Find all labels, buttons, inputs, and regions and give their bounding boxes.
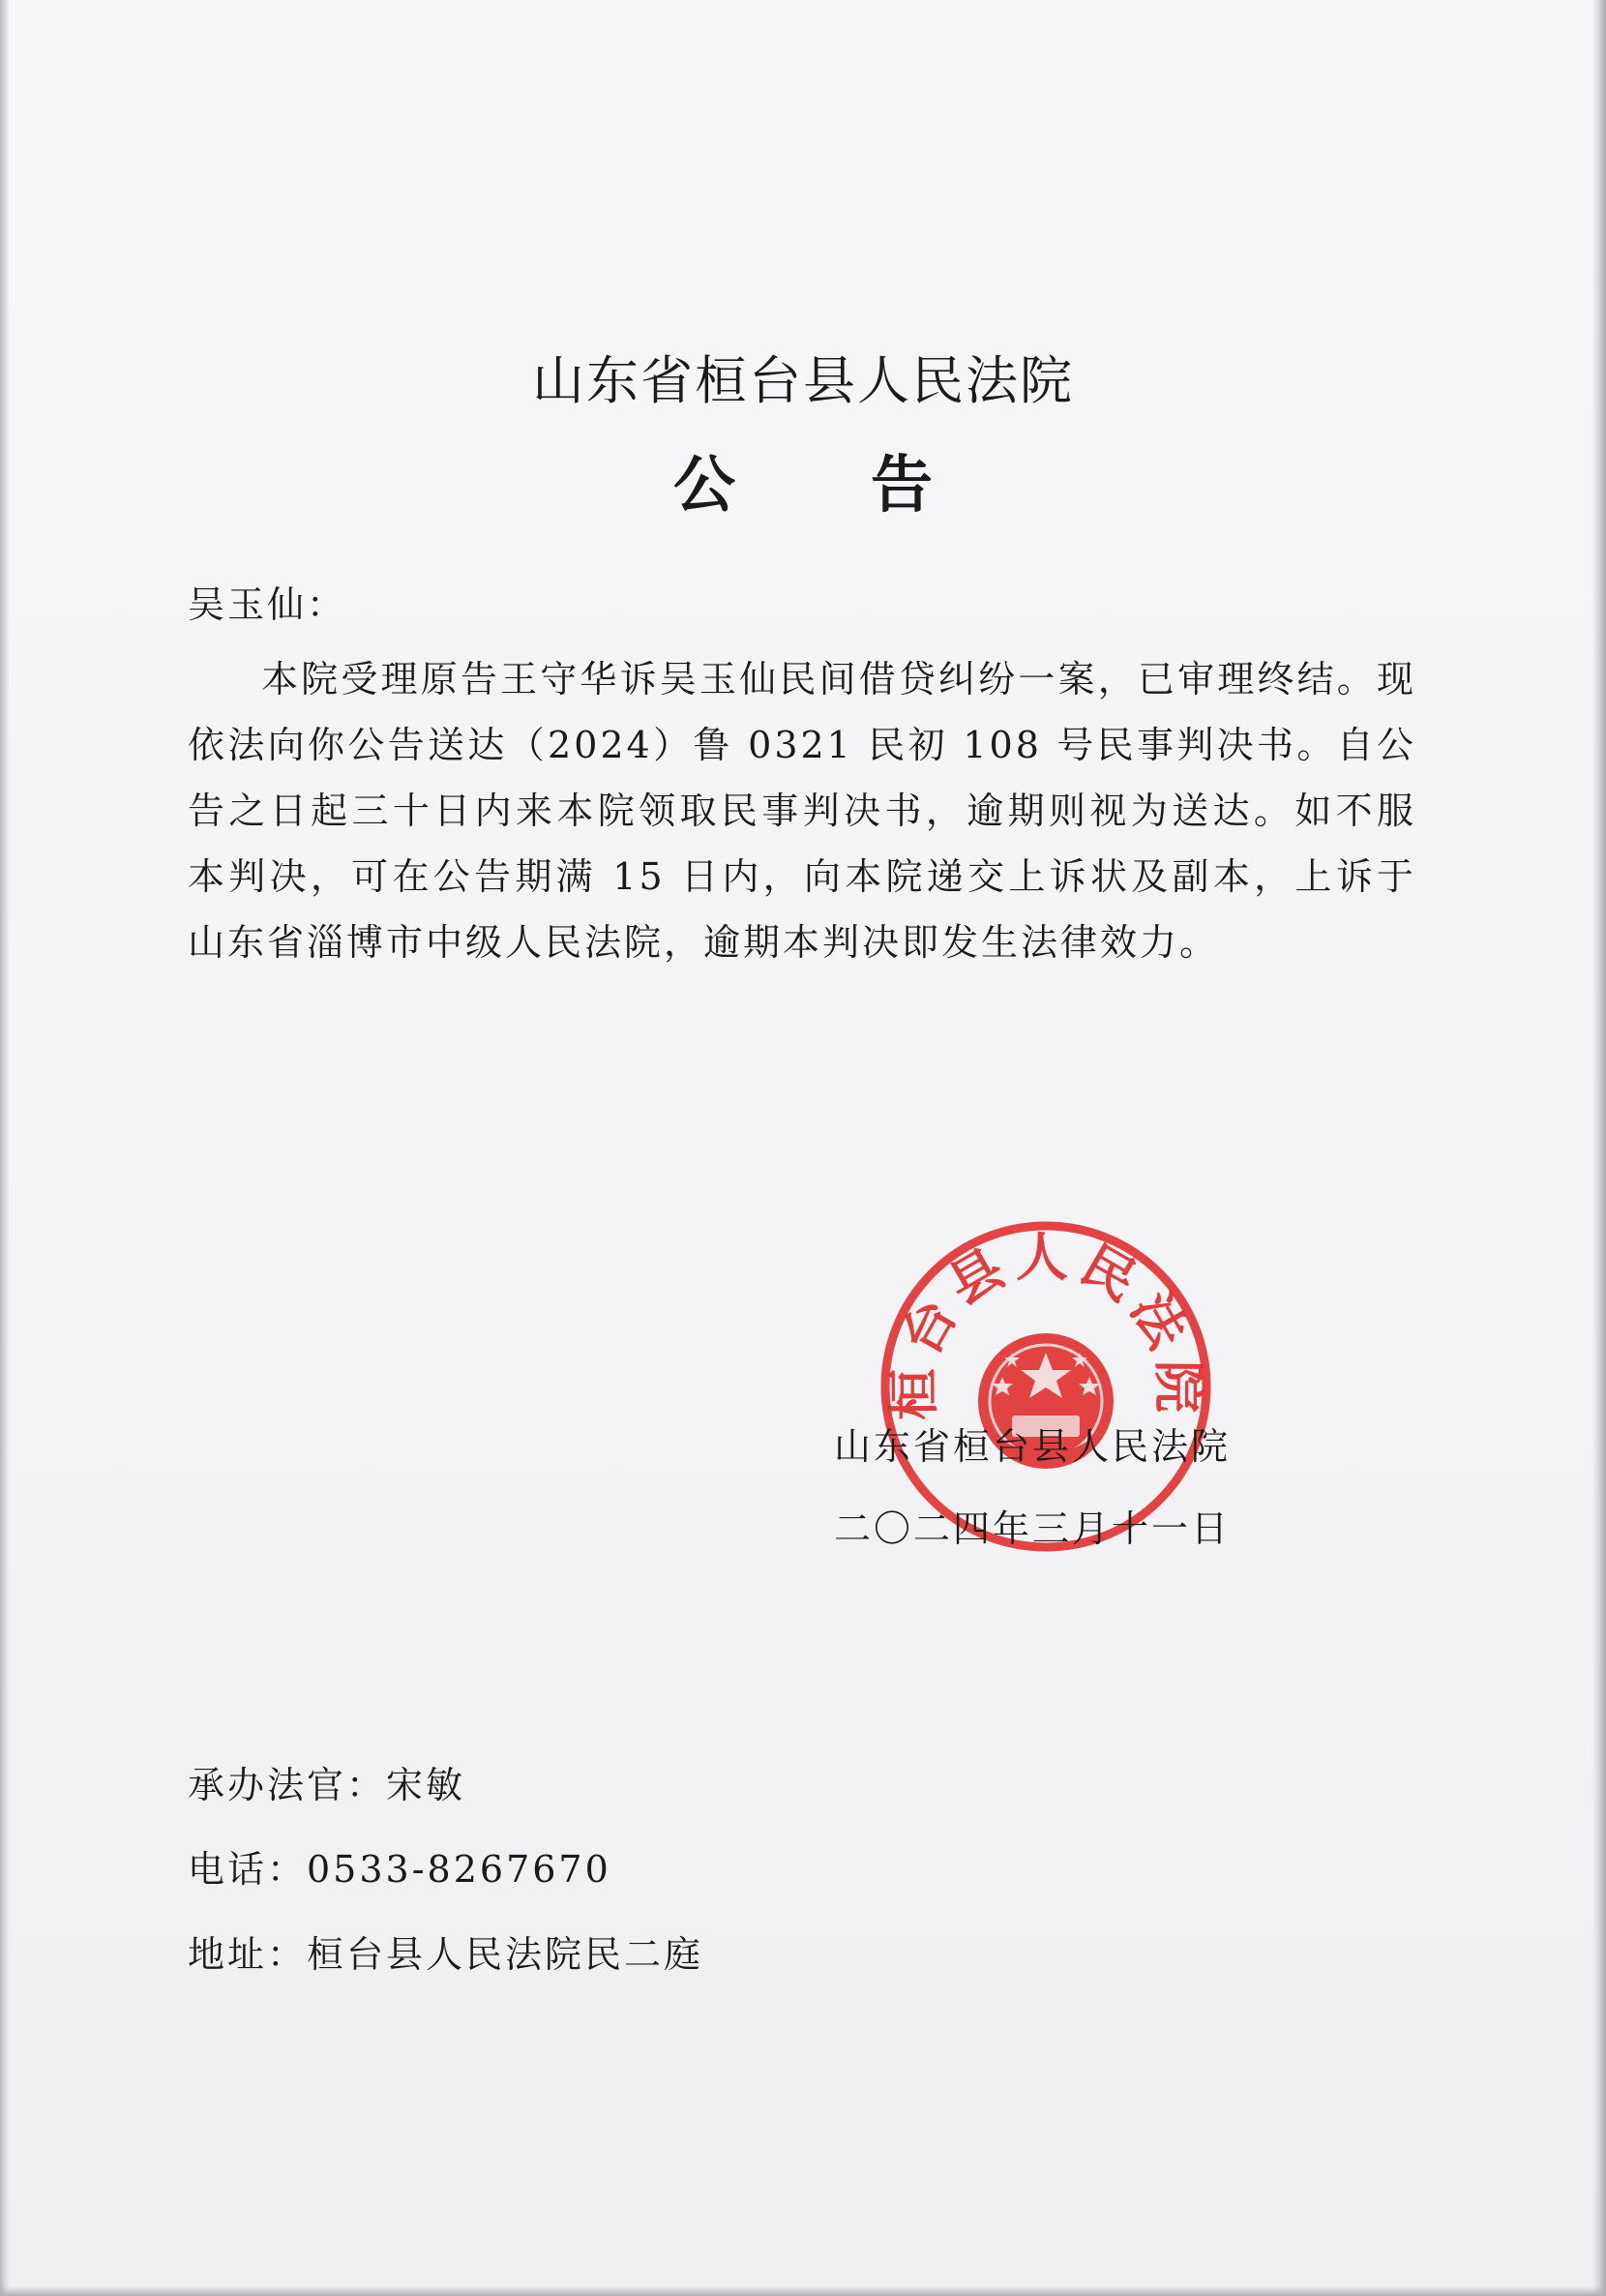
signature-date: 二〇二四年三月十一日 (834, 1507, 1232, 1550)
contact-address: 地址：桓台县人民法院民二庭 (188, 1933, 704, 1976)
notice-body: 本院受理原告王守华诉吴玉仙民间借贷纠纷一案，已审理终结。现依法向你公告送达（2024）鲁 0321 民初 108 号民事判决书。自公告之日起三十日内来本院领取民事判决书，逾期则视为送达。如不服本判决，可在公告期满 15 日内，向本院递交上诉状及副本，上诉于山东省淄博市中级人民法院，逾期本判决即发生法律效力。 (188, 658, 1416, 964)
seal-arc-text: 桓台县人民法院 (882, 1227, 1209, 1421)
page-edge-left (0, 0, 10, 2296)
signature-court-name: 山东省桓台县人民法院 (834, 1425, 1232, 1468)
court-name-heading: 山东省桓台县人民法院 (532, 350, 1074, 411)
page-edge-right (1592, 0, 1606, 2296)
notice-title: 公告 (673, 449, 1068, 522)
page-edge-bottom (0, 2286, 1606, 2296)
addressee: 吴玉仙： (188, 583, 347, 626)
contact-phone: 电话：0533-8267670 (188, 1848, 611, 1891)
contact-judge: 承办法官：宋敏 (188, 1764, 466, 1806)
